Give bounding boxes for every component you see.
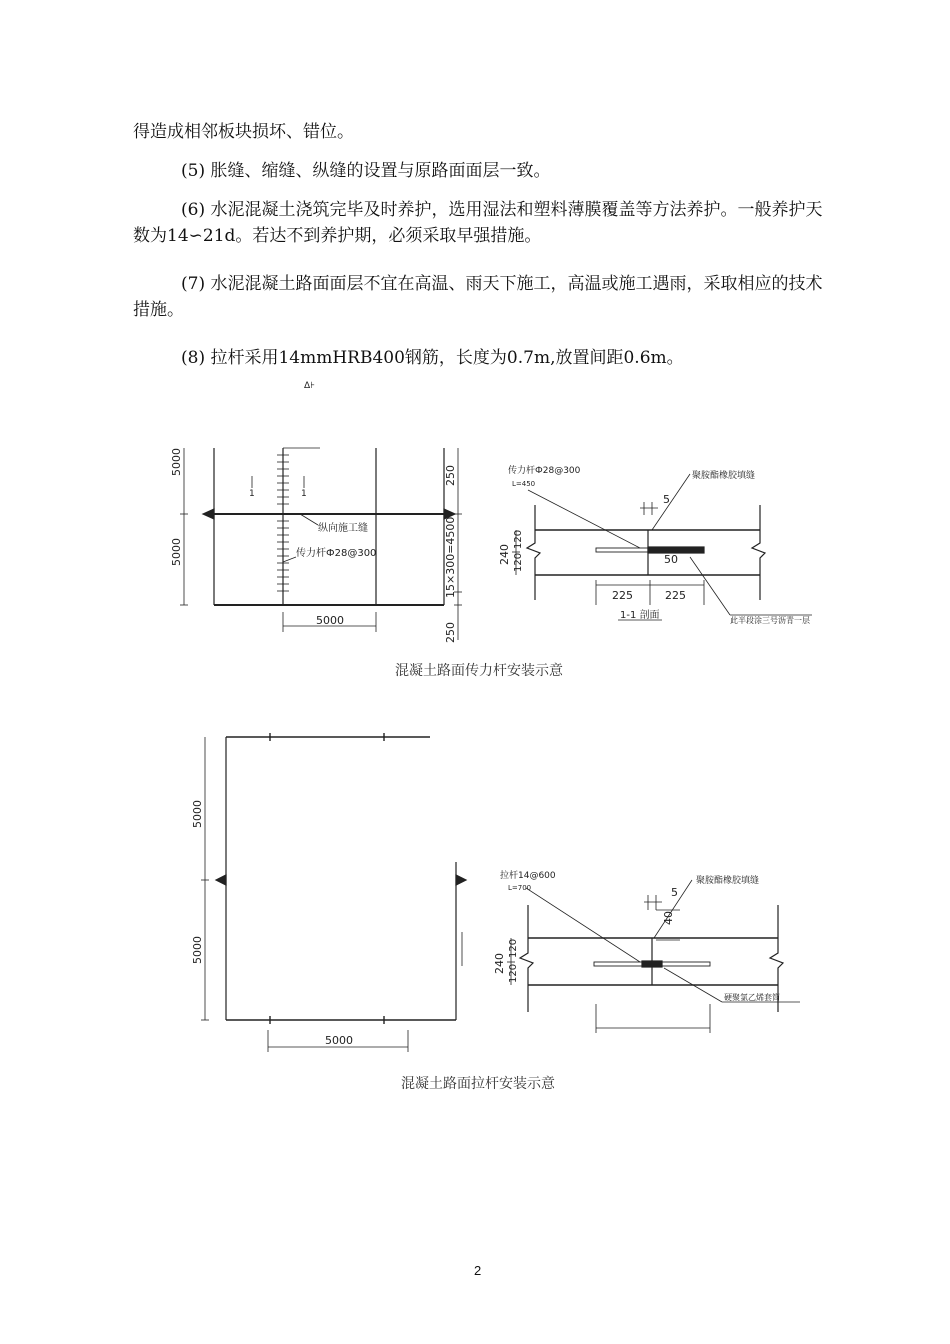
- fig2-sec-dim-240: 240: [493, 953, 506, 974]
- fig2-sec-label-tiebar-len: L=700: [508, 884, 532, 892]
- fig1-dim-top: 5000: [170, 448, 183, 476]
- fig1-sec-dim-50: 50: [664, 553, 678, 566]
- figure2-caption: 混凝土路面拉杆安装示意: [401, 1076, 555, 1092]
- fig2-dim-top: 5000: [191, 800, 204, 828]
- fig1-label-joint: 纵向施工缝: [318, 523, 368, 534]
- fig2-sec-dim-40: 40: [662, 911, 675, 925]
- fig1-sec-dim-225a: 225: [612, 589, 633, 602]
- figure2-plan: [201, 733, 466, 1052]
- fig2-sec-dim-120b: 120: [508, 963, 519, 983]
- paragraph-item-7: (7) 水泥混凝土路面面层不宜在高温、雨天下施工，高温或施工遇雨，采取相应的技术措施。: [133, 274, 823, 320]
- fig1-sec-label-sealant: 聚胺酯橡胶填缝: [692, 471, 756, 481]
- paragraph-item-5: (5) 胀缝、缩缝、纵缝的设置与原路面面层一致。: [181, 161, 551, 181]
- fig1-section-mark-left: 1: [249, 489, 255, 499]
- fig2-sec-label-sleeve: 硬聚氯乙烯套筒: [724, 993, 780, 1002]
- fig2-sec-label-sealant: 聚胺酯橡胶填缝: [696, 876, 760, 886]
- fig1-sec-dim-240: 240: [498, 544, 511, 565]
- fig2-sec-dim-5: 5: [671, 886, 678, 899]
- fig1-dim-250-top: 250: [444, 465, 457, 486]
- fig1-section-title: 1-1 剖面: [620, 610, 660, 621]
- fig1-sec-dim-5: 5: [663, 493, 670, 506]
- figure2-section: [507, 880, 800, 1033]
- fig2-sec-label-tiebar: 拉杆14@600: [500, 871, 556, 881]
- figure1-plan: [180, 448, 462, 640]
- fig1-sec-label-coat: 此半段涂三号沥青一层: [730, 616, 810, 625]
- fig1-sec-dim-120b: 120: [513, 552, 524, 572]
- figure1-section: [512, 474, 812, 620]
- fig1-sec-dim-120a: 120: [513, 529, 524, 549]
- fig1-sec-dim-225b: 225: [665, 589, 686, 602]
- paragraph-item-6: (6) 水泥混凝土浇筑完毕及时养护，选用湿法和塑料薄膜覆盖等方法养护。一般养护天数为14∽21d。若达不到养护期，必须采取早强措施。: [133, 200, 823, 246]
- fig1-dim-bottom: 5000: [170, 538, 183, 566]
- page-number: 2: [474, 1263, 482, 1278]
- fig1-section-mark-right: 1: [301, 489, 307, 499]
- paragraph-continuation: 得造成相邻板块损坏、错位。: [133, 122, 354, 142]
- fig2-dim-width: 5000: [325, 1034, 353, 1047]
- fig2-dim-bottom: 5000: [191, 936, 204, 964]
- fig1-dim-spacing: 15×300=4500: [444, 516, 457, 598]
- figure1-caption: 混凝土路面传力杆安装示意: [395, 663, 563, 679]
- fig1-dim-width: 5000: [316, 614, 344, 627]
- fig1-sec-label-dowel: 传力杆Ф28@300: [508, 466, 581, 476]
- fig1-label-dowel: 传力杆Ф28@300: [296, 548, 377, 559]
- stray-mark: Δ⊦: [304, 381, 315, 391]
- fig2-sec-dim-120a: 120: [508, 938, 519, 958]
- fig1-sec-label-dowel-len: L=450: [512, 480, 536, 488]
- paragraph-item-8: (8) 拉杆采用14mmHRB400钢筋，长度为0.7m,放置间距0.6m。: [181, 348, 684, 368]
- fig1-dim-250-bottom: 250: [444, 622, 457, 643]
